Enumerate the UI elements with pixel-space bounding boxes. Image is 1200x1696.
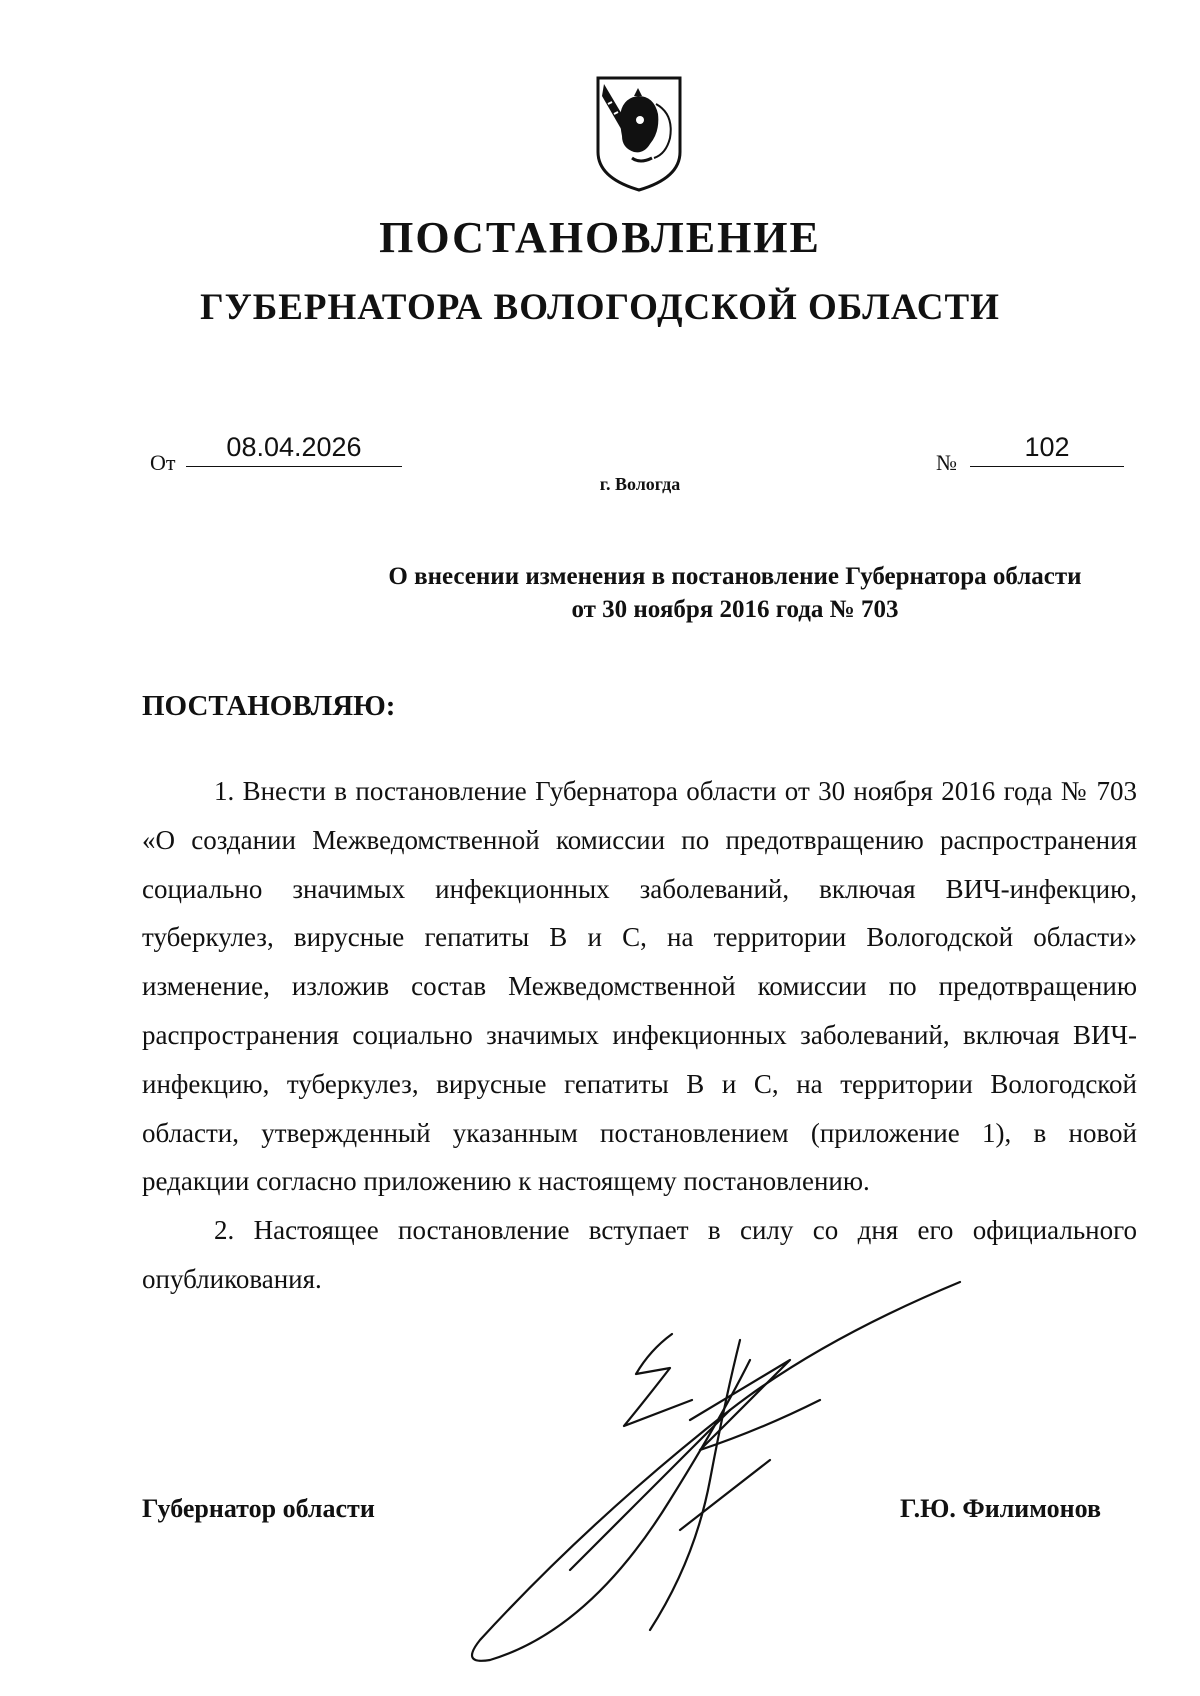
document-subtitle: ГУБЕРНАТОРА ВОЛОГОДСКОЙ ОБЛАСТИ [200, 287, 1000, 328]
number-prefix: № [936, 450, 957, 475]
document-date: 08.04.2026 [186, 432, 402, 467]
document-number: 102 [970, 432, 1124, 467]
decree-word: ПОСТАНОВЛЯЮ: [142, 690, 396, 722]
subject-line-2: от 30 ноября 2016 года № 703 [571, 596, 899, 623]
paragraph-2: 2. Настоящее постановление вступает в силу со дня его официального опубликования. [142, 1215, 1137, 1294]
city-label: г. Вологда [599, 474, 681, 494]
document-title: ПОСТАНОВЛЕНИЕ [379, 213, 821, 262]
signer-position: Губернатор области [142, 1494, 375, 1523]
handwritten-signature [440, 1270, 1000, 1670]
coat-of-arms-icon [594, 74, 684, 194]
document-body [142, 767, 1137, 1304]
document-subject [0, 560, 1200, 626]
signer-name: Г.Ю. Филимонов [900, 1494, 1102, 1523]
date-prefix: От [150, 450, 176, 475]
paragraph-1: 1. Внести в постановление Губернатора области от 30 ноября 2016 года № 703 «О создании Межведомственной комиссии по предотвращению распространения социально значимых инфекционных заболеваний, включая ВИЧ-инфекцию, туберкулез, вирусные гепатиты В и С, на территории Вологодской области» изменение, изложив состав Межведомственной комиссии по предотвращению распространения социально значимых инфекционных заболеваний, включая ВИЧ-инфекцию, туберкулез, вирусные гепатиты В и С, на территории Вологодской области, утвержденный указанным постановлением (приложение 1), в новой редакции согласно приложению к настоящему постановлению. [142, 776, 1137, 1197]
subject-line-1: О внесении изменения в постановление Губернатора области [388, 563, 1082, 590]
